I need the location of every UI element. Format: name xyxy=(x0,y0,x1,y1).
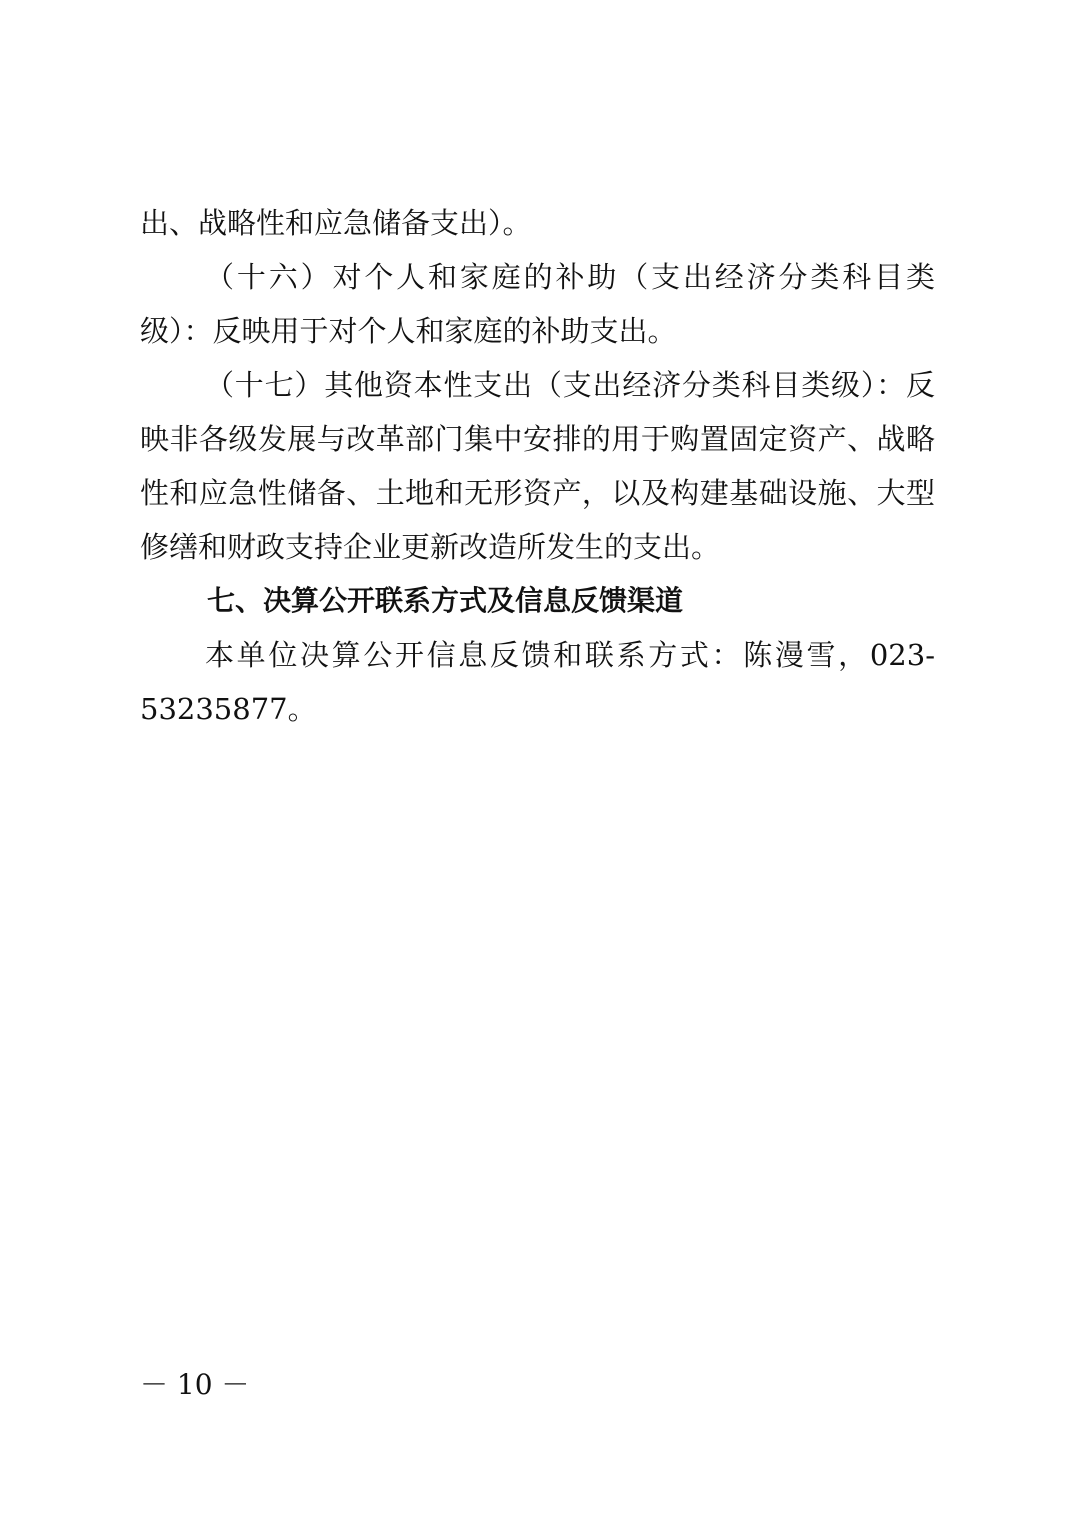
paragraph-line: 出、战略性和应急储备支出）。 xyxy=(140,206,532,240)
paragraph-line: 级）：反映用于对个人和家庭的补助支出。 xyxy=(140,314,677,348)
page-number: － 10 － xyxy=(140,1368,250,1401)
contact-line: 本单位决算公开信息反馈和联系方式：陈漫雪，023- xyxy=(205,638,935,672)
contact-line: 53235877。 xyxy=(140,692,317,726)
paragraph-line: 映非各级发展与改革部门集中安排的用于购置固定资产、战略 xyxy=(140,422,935,456)
paragraph-line: 性和应急性储备、土地和无形资产，以及构建基础设施、大型 xyxy=(140,476,935,510)
paragraph-line: 修缮和财政支持企业更新改造所发生的支出。 xyxy=(140,530,721,564)
section-heading: 七、决算公开联系方式及信息反馈渠道 xyxy=(207,584,684,617)
paragraph-line: （十七）其他资本性支出（支出经济分类科目类级）：反 xyxy=(205,368,935,402)
paragraph-line: （十六）对个人和家庭的补助（支出经济分类科目类 xyxy=(205,260,935,294)
